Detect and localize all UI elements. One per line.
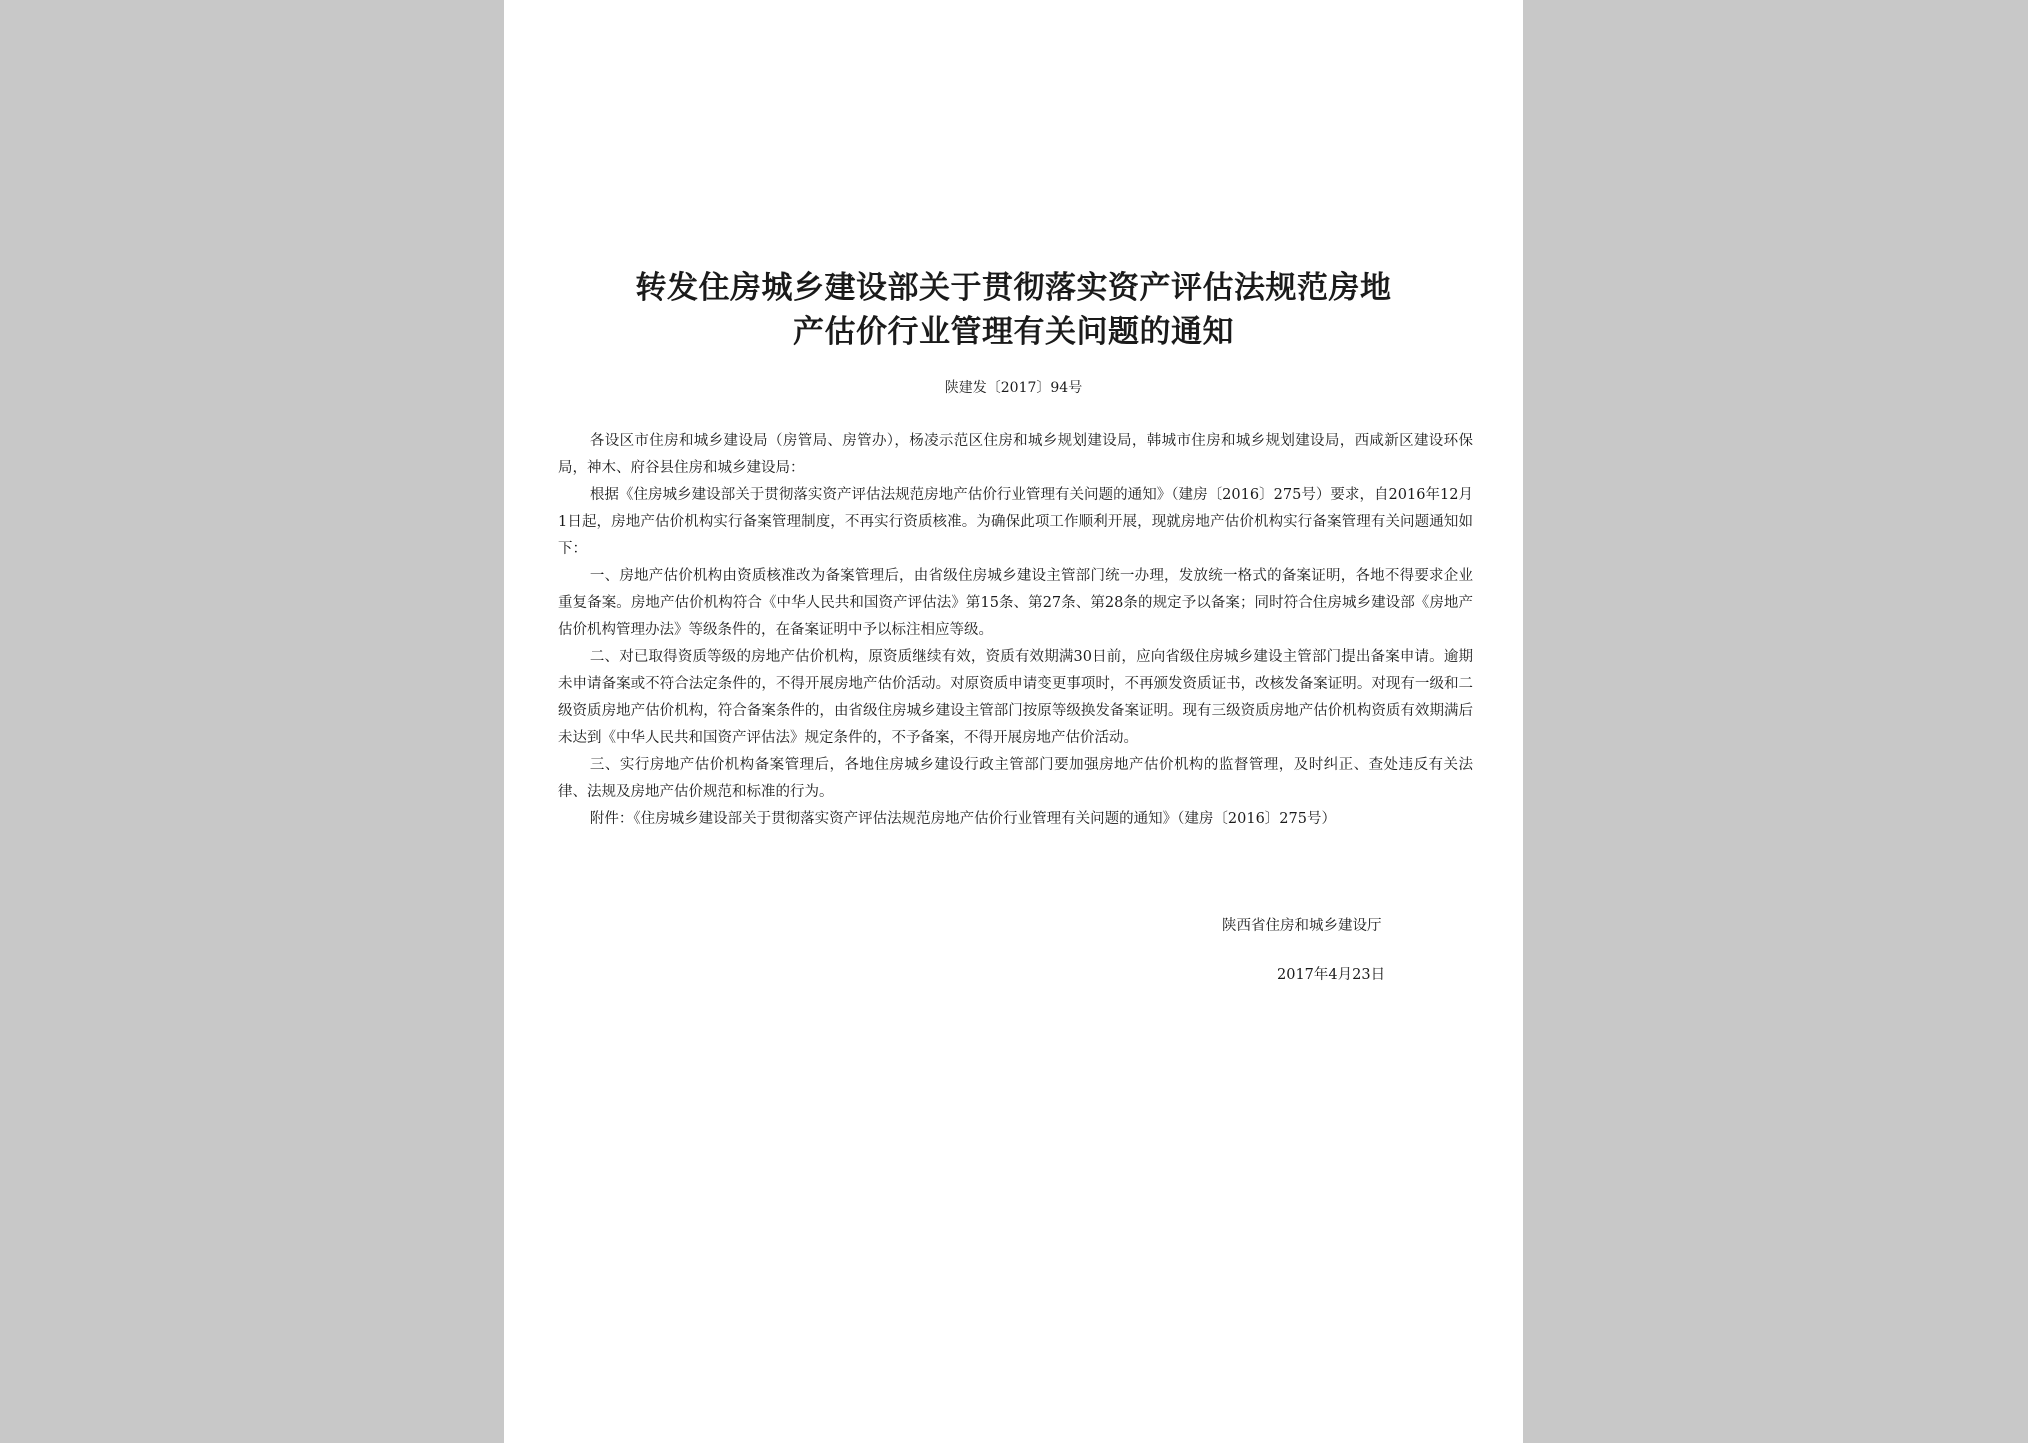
issue-date: 2017年4月23日 — [1277, 967, 1386, 983]
title-line-1: 转发住房城乡建设部关于贯彻落实资产评估法规范房地 — [635, 270, 1392, 306]
paragraph-attachment: 附件：《住房城乡建设部关于贯彻落实资产评估法规范房地产估价行业管理有关问题的通知》（建房〔2016〕275号） — [589, 811, 1336, 827]
paragraph-item-1: 一、房地产估价机构由资质核准改为备案管理后，由省级住房城乡建设主管部门统一办理，发放统一格式的备案证明，各地不得要求企业重复备案。房地产估价机构符合《中华人民共和国资产评估法》第15条、第27条、第28条的规定予以备案；同时符合住房城乡建设部《房地产估价机构管理办法》等级条件的，在备案证明中予以标注相应等级。 — [558, 568, 1473, 638]
document-number: 陕建发〔2017〕94号 — [944, 380, 1083, 396]
document-page — [504, 0, 1523, 1443]
paragraph-item-3: 三、实行房地产估价机构备案管理后，各地住房城乡建设行政主管部门要加强房地产估价机构的监督管理，及时纠正、查处违反有关法律、法规及房地产估价规范和标准的行为。 — [558, 757, 1473, 800]
paragraph-intro: 根据《住房城乡建设部关于贯彻落实资产评估法规范房地产估价行业管理有关问题的通知》（建房〔2016〕275号）要求，自2016年12月1日起，房地产估价机构实行备案管理制度，不再实行资质核准。为确保此项工作顺利开展，现就房地产估价机构实行备案管理有关问题通知如下： — [558, 487, 1473, 557]
title-line-2: 产估价行业管理有关问题的通知 — [793, 314, 1234, 350]
issuer-signature: 陕西省住房和城乡建设厅 — [1222, 918, 1382, 934]
document-title — [544, 266, 1483, 354]
paragraph-addressees: 各设区市住房和城乡建设局（房管局、房管办），杨凌示范区住房和城乡规划建设局，韩城市住房和城乡规划建设局，西咸新区建设环保局，神木、府谷县住房和城乡建设局： — [558, 433, 1473, 476]
paragraph-item-2: 二、对已取得资质等级的房地产估价机构，原资质继续有效，资质有效期满30日前，应向省级住房城乡建设主管部门提出备案申请。逾期未申请备案或不符合法定条件的，不得开展房地产估价活动。对原资质申请变更事项时，不再颁发资质证书，改核发备案证明。对现有一级和二级资质房地产估价机构，符合备案条件的，由省级住房城乡建设主管部门按原等级换发备案证明。现有三级资质房地产估价机构资质有效期满后未达到《中华人民共和国资产评估法》规定条件的，不予备案，不得开展房地产估价活动。 — [558, 649, 1473, 746]
document-body — [558, 428, 1473, 833]
